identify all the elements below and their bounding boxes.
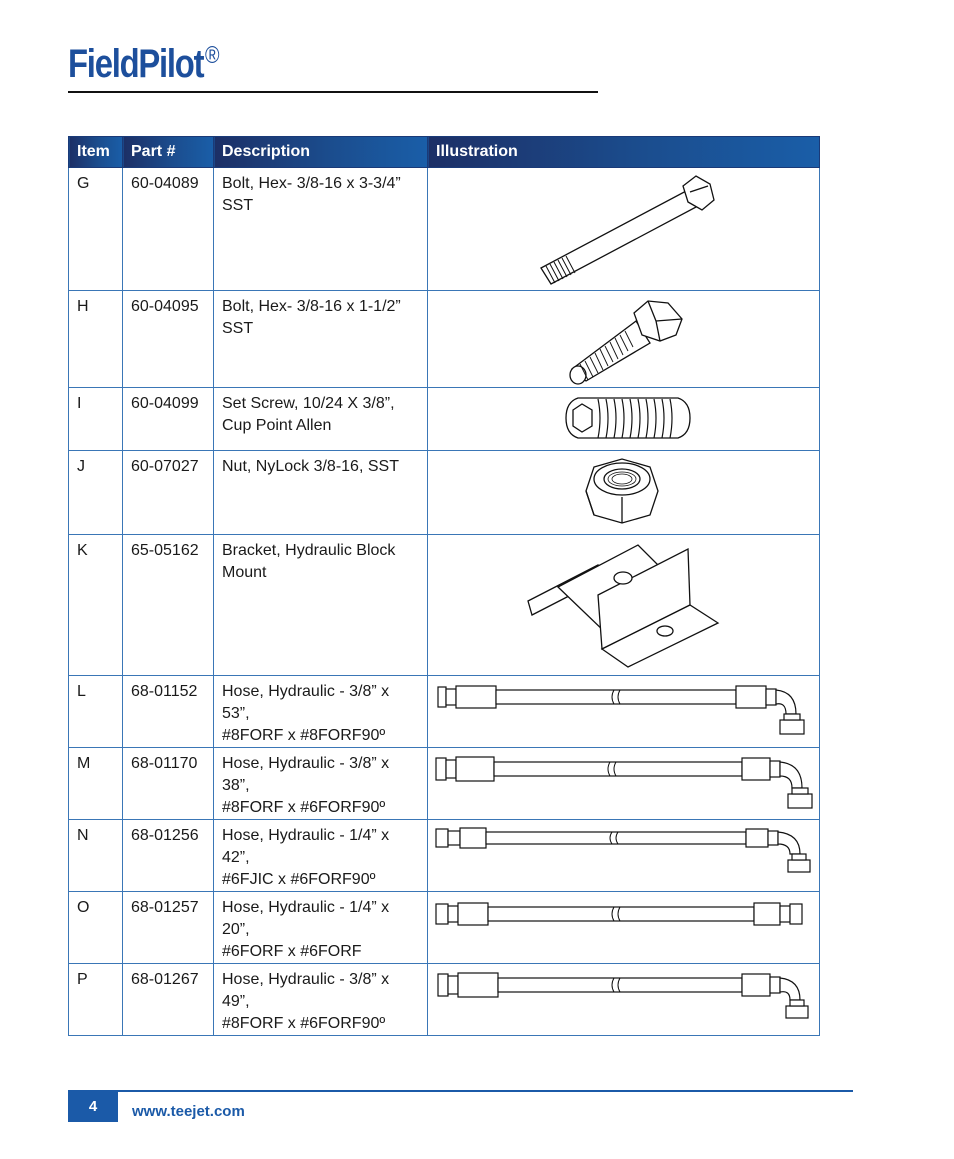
item-cell: H: [69, 291, 123, 388]
part-number-cell: 68-01256: [123, 820, 214, 892]
description-cell: [214, 168, 428, 291]
description-line: Hose, Hydraulic - 3/8” x 38”,: [222, 755, 390, 794]
description-cell: [214, 451, 428, 535]
part-number-cell: 60-04089: [123, 168, 214, 291]
registered-mark: ®: [204, 42, 220, 69]
nylock-nut-icon: [428, 451, 818, 534]
column-header-part: Part #: [123, 137, 214, 168]
header-rule: [68, 91, 598, 93]
description-line: #8FORF x #8FORF90º: [222, 727, 386, 744]
item-cell: L: [69, 676, 123, 748]
description-cell: [214, 535, 428, 676]
table-row: [69, 168, 820, 291]
column-header-item: Item: [69, 137, 123, 168]
part-number-cell: 68-01257: [123, 892, 214, 964]
hydraulic-hose-icon: [428, 676, 818, 742]
part-number-cell: 60-04095: [123, 291, 214, 388]
description-cell: [214, 892, 428, 964]
page-number: 4: [68, 1092, 118, 1122]
part-number-cell: 65-05162: [123, 535, 214, 676]
item-cell: N: [69, 820, 123, 892]
illustration-cell: [428, 535, 820, 676]
table-row: [69, 388, 820, 451]
item-cell: J: [69, 451, 123, 535]
column-header-illustration: Illustration: [428, 137, 820, 168]
part-number-cell: 60-04099: [123, 388, 214, 451]
part-number-cell: 68-01267: [123, 964, 214, 1036]
part-number-cell: 68-01170: [123, 748, 214, 820]
illustration-cell: [428, 291, 820, 388]
item-cell: O: [69, 892, 123, 964]
illustration-cell: [428, 388, 820, 451]
footer-rule: [68, 1090, 853, 1092]
item-cell: P: [69, 964, 123, 1036]
table-row: [69, 451, 820, 535]
description-line: Hose, Hydraulic - 1/4” x 42”,: [222, 827, 390, 866]
illustration-cell: [428, 820, 820, 892]
part-number-cell: 68-01152: [123, 676, 214, 748]
set-screw-icon: [428, 388, 818, 450]
description-line: #8FORF x #6FORF90º: [222, 1015, 386, 1032]
part-number-cell: 60-07027: [123, 451, 214, 535]
illustration-cell: [428, 892, 820, 964]
description-cell: [214, 964, 428, 1036]
description-line: SST: [222, 197, 254, 214]
description-line: Hose, Hydraulic - 3/8” x 53”,: [222, 683, 390, 722]
straight-hydraulic-hose-icon: [428, 892, 818, 942]
description-cell: [214, 820, 428, 892]
item-cell: K: [69, 535, 123, 676]
table-row: [69, 291, 820, 388]
hydraulic-hose-icon: [428, 820, 818, 878]
description-line: Bracket, Hydraulic Block: [222, 542, 396, 559]
illustration-cell: [428, 748, 820, 820]
website-link[interactable]: www.teejet.com: [132, 1103, 245, 1120]
description-cell: [214, 748, 428, 820]
description-cell: [214, 291, 428, 388]
description-line: Mount: [222, 564, 267, 581]
illustration-cell: [428, 451, 820, 535]
description-cell: [214, 676, 428, 748]
illustration-cell: [428, 168, 820, 291]
table-row: [69, 892, 820, 964]
illustration-cell: [428, 964, 820, 1036]
short-hex-bolt-icon: [428, 291, 818, 387]
bracket-icon: [428, 535, 818, 675]
description-line: Set Screw, 10/24 X 3/8”,: [222, 395, 395, 412]
table-row: [69, 820, 820, 892]
description-line: #6FORF x #6FORF: [222, 943, 362, 960]
description-line: #6FJIC x #6FORF90º: [222, 871, 376, 888]
description-line: SST: [222, 320, 254, 337]
item-cell: M: [69, 748, 123, 820]
description-line: #8FORF x #6FORF90º: [222, 799, 386, 816]
long-hex-bolt-icon: [428, 168, 818, 290]
description-cell: [214, 388, 428, 451]
item-cell: G: [69, 168, 123, 291]
parts-table: [68, 136, 820, 1036]
hydraulic-hose-icon: [428, 748, 818, 817]
description-line: Hose, Hydraulic - 1/4” x 20”,: [222, 899, 390, 938]
item-cell: I: [69, 388, 123, 451]
description-line: Hose, Hydraulic - 3/8” x 49”,: [222, 971, 390, 1010]
description-line: Nut, NyLock 3/8-16, SST: [222, 458, 399, 475]
hydraulic-hose-icon: [428, 964, 818, 1026]
brand-name: FieldPilot: [68, 42, 204, 86]
description-line: Bolt, Hex- 3/8-16 x 3-3/4”: [222, 175, 401, 192]
description-line: Bolt, Hex- 3/8-16 x 1-1/2”: [222, 298, 401, 315]
table-row: [69, 535, 820, 676]
description-line: Cup Point Allen: [222, 417, 332, 434]
table-row: [69, 748, 820, 820]
brand-logo: [68, 42, 219, 87]
table-row: [69, 964, 820, 1036]
illustration-cell: [428, 676, 820, 748]
column-header-description: Description: [214, 137, 428, 168]
table-header-row: [69, 137, 820, 168]
table-row: [69, 676, 820, 748]
